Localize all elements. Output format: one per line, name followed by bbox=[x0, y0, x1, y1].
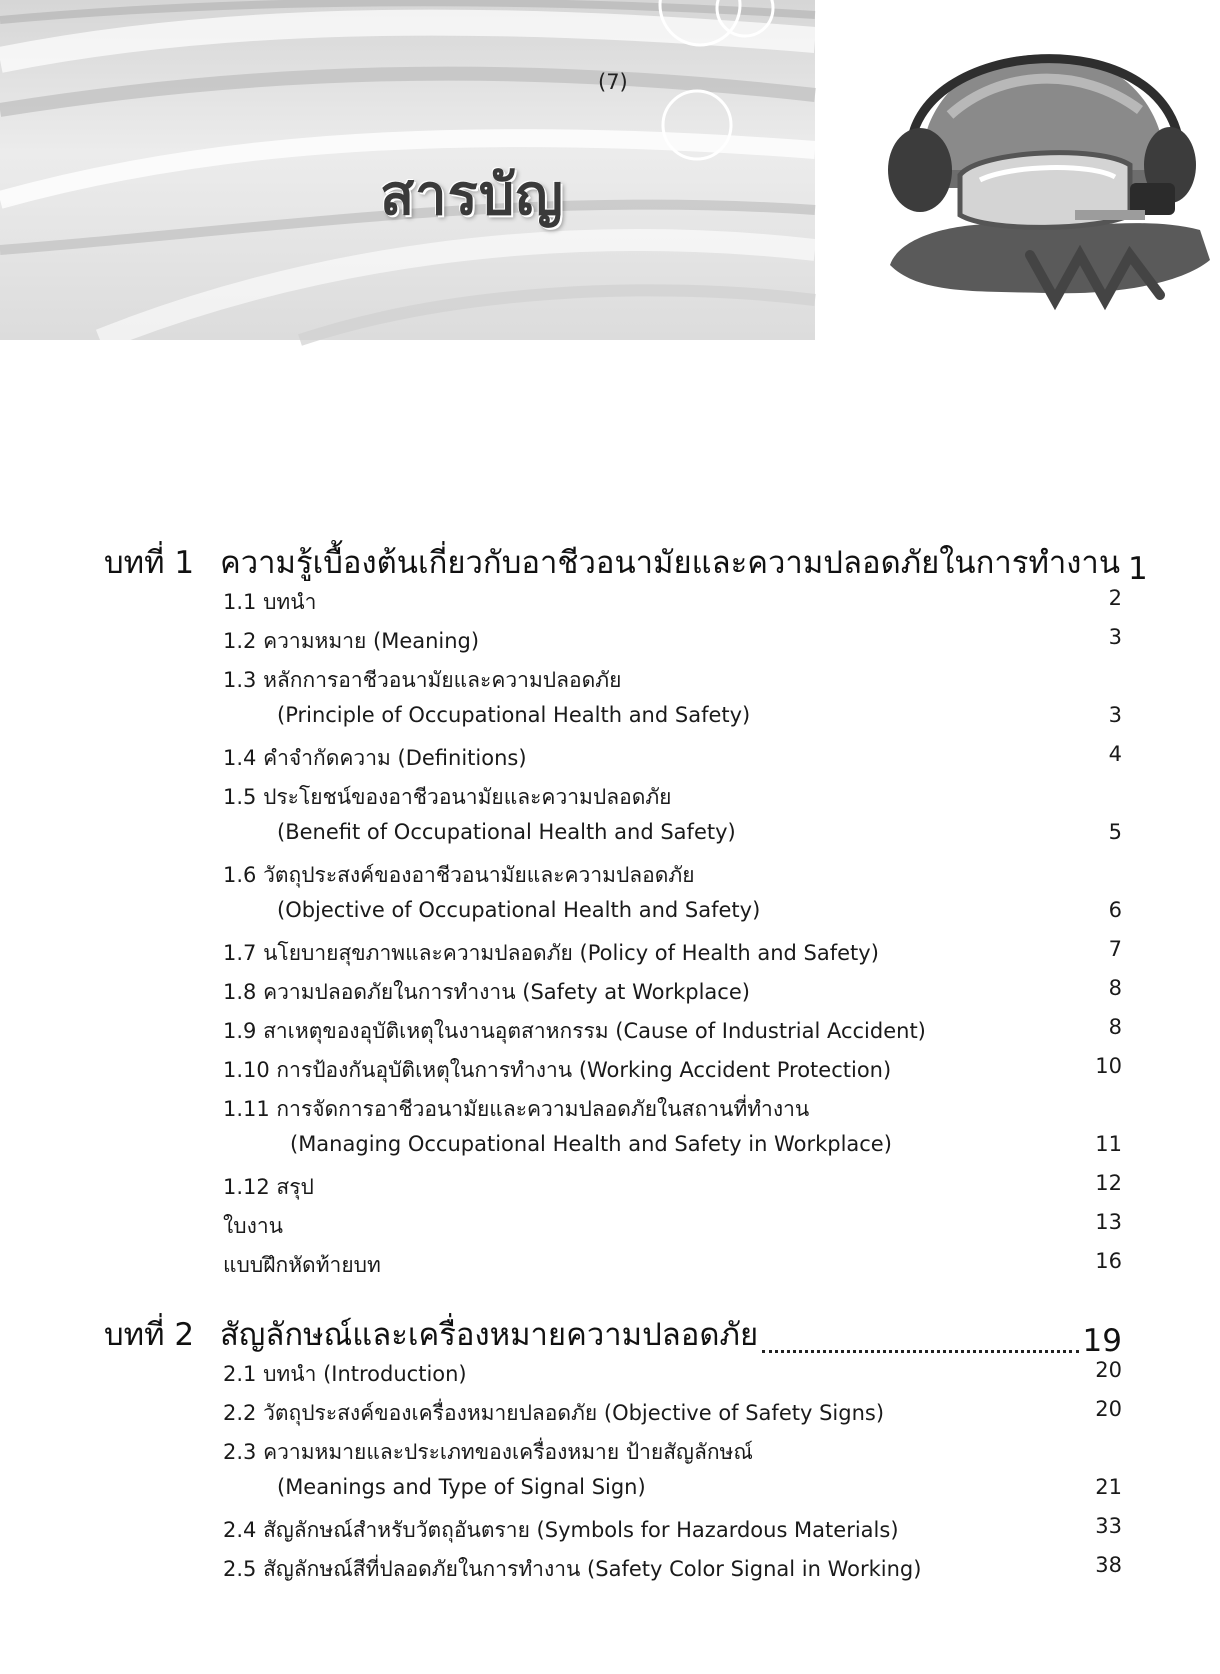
toc-entry bbox=[223, 1015, 1122, 1049]
entry-page: 11 bbox=[1095, 1132, 1122, 1156]
toc-entry bbox=[223, 1249, 1122, 1283]
entry-page: 21 bbox=[1095, 1475, 1122, 1499]
safety-equipment-image bbox=[880, 15, 1220, 315]
entry-text: 1.3 หลักการอาชีวอนามัยและความปลอดภัย bbox=[223, 668, 622, 692]
entry-text: (Meanings and Type of Signal Sign) bbox=[277, 1475, 646, 1499]
chapter-1-heading bbox=[104, 537, 1148, 587]
entry-text: 2.4 สัญลักษณ์สำหรับวัตถุอันตราย (Symbols for Hazardous Materials) bbox=[223, 1518, 899, 1542]
toc-entry bbox=[223, 859, 1122, 893]
toc-entry-continuation bbox=[277, 820, 1122, 854]
toc-entry bbox=[223, 742, 1122, 776]
page-title: สารบัญ bbox=[380, 163, 564, 228]
toc-entry bbox=[223, 625, 1122, 659]
entry-page: 7 bbox=[1108, 937, 1122, 961]
toc-entry bbox=[223, 976, 1122, 1010]
entry-page: 16 bbox=[1095, 1249, 1122, 1273]
entry-text: แบบฝึกหัดท้ายบท bbox=[223, 1253, 381, 1277]
toc-entry bbox=[223, 1171, 1122, 1205]
toc-entry bbox=[223, 1358, 1122, 1392]
toc-entry-continuation bbox=[290, 1132, 1122, 1166]
entry-text: 1.11 การจัดการอาชีวอนามัยและความปลอดภัยในสถานที่ทำงาน bbox=[223, 1097, 810, 1121]
entry-page: 38 bbox=[1095, 1553, 1122, 1577]
entry-page: 8 bbox=[1108, 1015, 1122, 1039]
header-banner bbox=[0, 0, 815, 340]
toc-entry bbox=[223, 1436, 1122, 1470]
toc-entry-continuation bbox=[277, 703, 1122, 737]
entry-page: 2 bbox=[1108, 586, 1122, 610]
entry-text: (Benefit of Occupational Health and Safety) bbox=[277, 820, 736, 844]
toc-entry bbox=[223, 586, 1122, 620]
toc-entry bbox=[223, 1397, 1122, 1431]
toc-entry bbox=[223, 1210, 1122, 1244]
entry-page: 12 bbox=[1095, 1171, 1122, 1195]
entry-page: 20 bbox=[1095, 1397, 1122, 1421]
entry-text: ใบงาน bbox=[223, 1214, 283, 1238]
entry-text: 1.7 นโยบายสุขภาพและความปลอดภัย (Policy of Health and Safety) bbox=[223, 941, 879, 965]
entry-page: 6 bbox=[1108, 898, 1122, 922]
entry-page: 5 bbox=[1108, 820, 1122, 844]
entry-text: 2.3 ความหมายและประเภทของเครื่องหมาย ป้ายสัญลักษณ์ bbox=[223, 1440, 753, 1464]
entry-page: 13 bbox=[1095, 1210, 1122, 1234]
entry-page: 3 bbox=[1108, 703, 1122, 727]
chapter-2-heading bbox=[104, 1309, 1122, 1357]
gloves-icon bbox=[890, 223, 1210, 300]
chapter-page: 19 bbox=[1082, 1323, 1122, 1359]
toc-entry-continuation bbox=[277, 1475, 1122, 1509]
entry-page: 33 bbox=[1095, 1514, 1122, 1538]
entry-text: 1.2 ความหมาย (Meaning) bbox=[223, 629, 480, 653]
entry-text: (Managing Occupational Health and Safety in Workplace) bbox=[290, 1132, 892, 1156]
page-number: (7) bbox=[598, 70, 628, 94]
toc-entry bbox=[223, 1093, 1122, 1127]
entry-text: 1.4 คำจำกัดความ (Definitions) bbox=[223, 746, 527, 770]
chapter-prefix: บทที่ 2 bbox=[104, 1317, 195, 1353]
entry-text: 1.1 บทนำ bbox=[223, 590, 317, 614]
chapter-title: สัญลักษณ์และเครื่องหมายความปลอดภัย bbox=[220, 1317, 759, 1353]
entry-text: 1.9 สาเหตุของอุบัติเหตุในงานอุตสาหกรรม (Cause of Industrial Accident) bbox=[223, 1019, 926, 1043]
entry-page: 20 bbox=[1095, 1358, 1122, 1382]
chapter-page: 1 bbox=[1128, 551, 1148, 587]
toc-entry bbox=[223, 1514, 1122, 1548]
entry-page: 4 bbox=[1108, 742, 1122, 766]
entry-text: 1.10 การป้องกันอุบัติเหตุในการทำงาน (Working Accident Protection) bbox=[223, 1058, 892, 1082]
toc-entry bbox=[223, 664, 1122, 698]
entry-text: 1.5 ประโยชน์ของอาชีวอนามัยและความปลอดภัย bbox=[223, 785, 672, 809]
entry-page: 8 bbox=[1108, 976, 1122, 1000]
toc-entry bbox=[223, 937, 1122, 971]
dot-leader bbox=[762, 1349, 1078, 1353]
entry-text: 1.8 ความปลอดภัยในการทำงาน (Safety at Workplace) bbox=[223, 980, 750, 1004]
chapter-title: ความรู้เบื้องต้นเกี่ยวกับอาชีวอนามัยและความปลอดภัยในการทำงาน bbox=[220, 545, 1121, 581]
chapter-prefix: บทที่ 1 bbox=[104, 545, 195, 581]
entry-text: 2.1 บทนำ (Introduction) bbox=[223, 1362, 467, 1386]
entry-text: 2.5 สัญลักษณ์สีที่ปลอดภัยในการทำงาน (Safety Color Signal in Working) bbox=[223, 1557, 922, 1581]
entry-page: 10 bbox=[1095, 1054, 1122, 1078]
entry-text: (Principle of Occupational Health and Safety) bbox=[277, 703, 751, 727]
entry-text: 2.2 วัตถุประสงค์ของเครื่องหมายปลอดภัย (Objective of Safety Signs) bbox=[223, 1401, 885, 1425]
entry-text: 1.6 วัตถุประสงค์ของอาชีวอนามัยและความปลอดภัย bbox=[223, 863, 695, 887]
entry-text: (Objective of Occupational Health and Safety) bbox=[277, 898, 761, 922]
toc-entry bbox=[223, 1054, 1122, 1088]
entry-page: 3 bbox=[1108, 625, 1122, 649]
toc-entry-continuation bbox=[277, 898, 1122, 932]
entry-text: 1.12 สรุป bbox=[223, 1175, 314, 1199]
toc-entry bbox=[223, 781, 1122, 815]
toc-entry bbox=[223, 1553, 1122, 1587]
